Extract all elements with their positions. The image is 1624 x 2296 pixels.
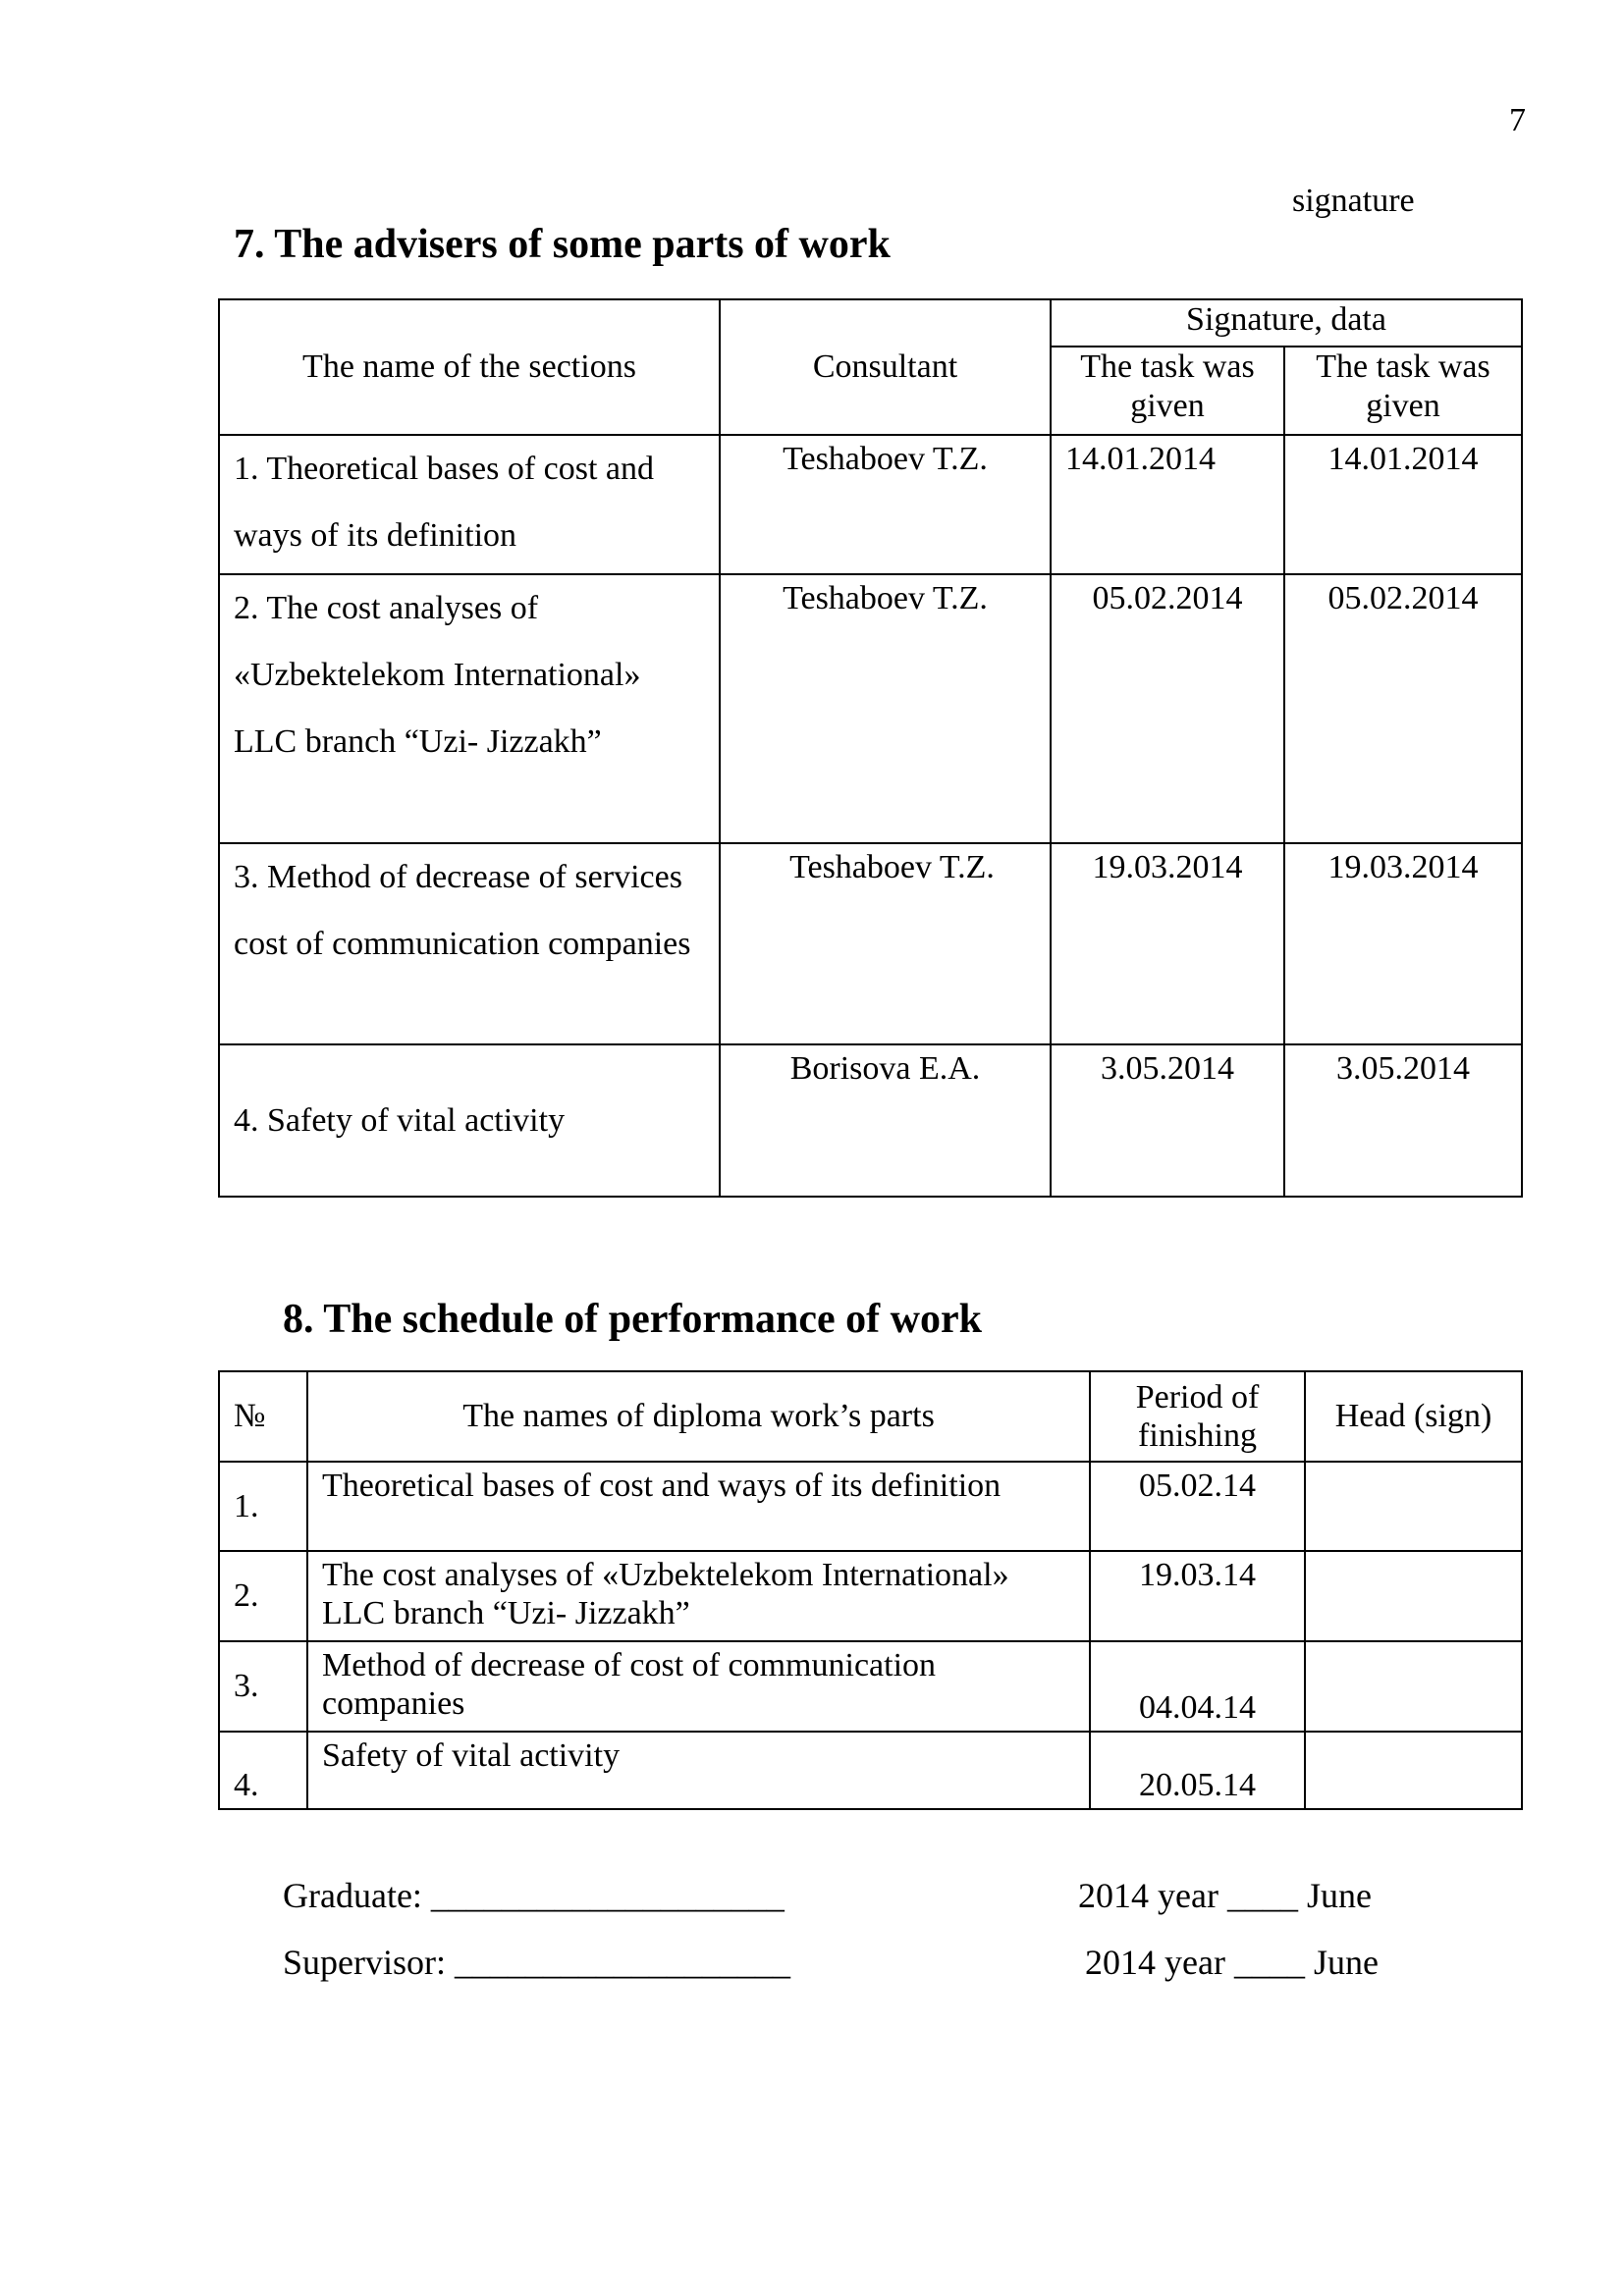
signature-label: signature [1292, 183, 1415, 219]
supervisor-date: 2014 year ____ June [1085, 1943, 1379, 1982]
graduate-line: Graduate: ____________________ [283, 1876, 785, 1915]
section-name: 2. The cost analyses of «Uzbektelekom International» LLC branch “Uzi- Jizzakh” [219, 574, 720, 843]
supervisor-line: Supervisor: ___________________ [283, 1943, 790, 1982]
task-date: 3.05.2014 [1284, 1044, 1522, 1197]
consultant-name: Teshaboev T.Z. [720, 435, 1051, 574]
section8-title: 8. The schedule of performance of work [283, 1297, 982, 1342]
header-parts: The names of diploma work’s parts [307, 1371, 1090, 1462]
consultant-name: Teshaboev T.Z. [720, 574, 1051, 843]
task-date: 14.01.2014 [1051, 435, 1284, 574]
head-sign [1305, 1462, 1522, 1551]
period-date: 04.04.14 [1090, 1641, 1305, 1732]
header-signature-data: Signature, data [1051, 299, 1522, 347]
table-row [219, 574, 1522, 843]
section7-title: 7. The advisers of some parts of work [234, 222, 891, 267]
head-sign [1305, 1551, 1522, 1641]
task-date: 19.03.2014 [1284, 843, 1522, 1044]
section-name: 3. Method of decrease of services cost of communication companies [219, 843, 720, 1044]
table-row [219, 1462, 1522, 1551]
graduate-date: 2014 year ____ June [1078, 1876, 1372, 1915]
row-number: 4. [219, 1732, 307, 1809]
task-date: 19.03.2014 [1051, 843, 1284, 1044]
task-date: 3.05.2014 [1051, 1044, 1284, 1197]
part-name: Method of decrease of cost of communication companies [307, 1641, 1090, 1732]
header-task-given-1: The task was given [1051, 347, 1284, 435]
period-date: 05.02.14 [1090, 1462, 1305, 1551]
task-date: 14.01.2014 [1284, 435, 1522, 574]
header-consultant: Consultant [720, 299, 1051, 435]
table-row [219, 843, 1522, 1044]
table-row [219, 435, 1522, 574]
task-date: 05.02.2014 [1284, 574, 1522, 843]
head-sign [1305, 1732, 1522, 1809]
header-period: Period of finishing [1090, 1371, 1305, 1462]
header-sections: The name of the sections [219, 299, 720, 435]
table-row [219, 1551, 1522, 1641]
header-head-sign: Head (sign) [1305, 1371, 1522, 1462]
row-number: 2. [219, 1551, 307, 1641]
consultant-name: Borisova E.A. [720, 1044, 1051, 1197]
section-name: 4. Safety of vital activity [219, 1044, 720, 1197]
header-number: № [219, 1371, 307, 1462]
table-row [219, 1732, 1522, 1809]
header-task-given-2: The task was given [1284, 347, 1522, 435]
part-name: Theoretical bases of cost and ways of its definition [307, 1462, 1090, 1551]
period-date: 19.03.14 [1090, 1551, 1305, 1641]
page-number: 7 [1509, 102, 1526, 138]
section-name: 1. Theoretical bases of cost and ways of its definition [219, 435, 720, 574]
advisers-table [218, 298, 1523, 1198]
period-date: 20.05.14 [1090, 1732, 1305, 1809]
head-sign [1305, 1641, 1522, 1732]
table-row [219, 1044, 1522, 1197]
task-date: 05.02.2014 [1051, 574, 1284, 843]
part-name: Safety of vital activity [307, 1732, 1090, 1809]
table-row [219, 1641, 1522, 1732]
part-name: The cost analyses of «Uzbektelekom International» LLC branch “Uzi- Jizzakh” [307, 1551, 1090, 1641]
schedule-table [218, 1370, 1523, 1810]
row-number: 1. [219, 1462, 307, 1551]
consultant-name: Teshaboev T.Z. [720, 843, 1051, 1044]
row-number: 3. [219, 1641, 307, 1732]
